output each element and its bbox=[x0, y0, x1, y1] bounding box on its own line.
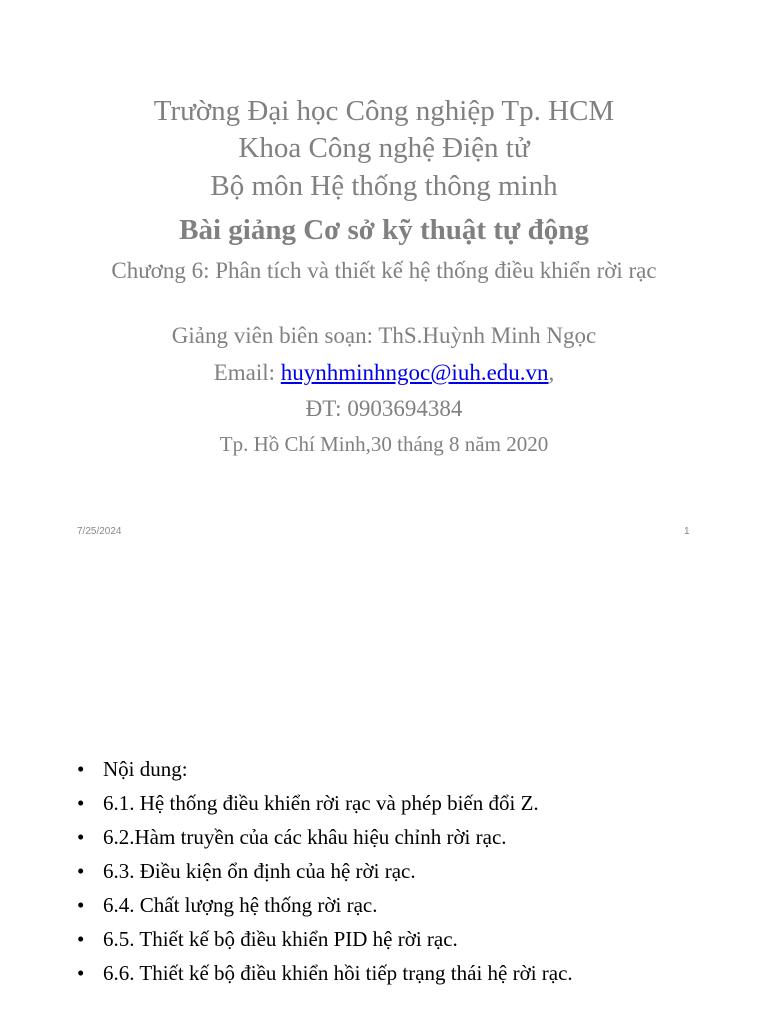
university-name: Trường Đại học Công nghiệp Tp. HCM bbox=[153, 95, 615, 127]
email-suffix: , bbox=[548, 360, 555, 385]
list-item bbox=[77, 925, 737, 959]
list-item bbox=[77, 891, 737, 925]
department-name: Bộ môn Hệ thống thông minh bbox=[210, 170, 558, 202]
bullet-icon: • bbox=[77, 927, 85, 951]
chapter-title: Chương 6: Phân tích và thiết kế hệ thống điều khiển rời rạc bbox=[111, 258, 657, 283]
email-link[interactable]: huynhminhngoc@iuh.edu.vn bbox=[280, 360, 549, 385]
list-item-text: 6.2.Hàm truyền của các khâu hiệu chỉnh rời rạc. bbox=[103, 825, 507, 849]
list-item bbox=[77, 755, 737, 789]
list-item bbox=[77, 857, 737, 891]
list-item-text: 6.6. Thiết kế bộ điều khiển hồi tiếp trạng thái hệ rời rạc. bbox=[103, 961, 573, 985]
faculty-name: Khoa Công nghệ Điện tử bbox=[238, 132, 530, 164]
bullet-icon: • bbox=[77, 893, 85, 917]
bullet-icon: • bbox=[77, 961, 85, 985]
lecture-title: Bài giảng Cơ sở kỹ thuật tự động bbox=[179, 214, 589, 246]
page-number: 1 bbox=[684, 526, 690, 537]
list-item-text: 6.1. Hệ thống điều khiển rời rạc và phép biến đổi Z. bbox=[103, 791, 539, 815]
content-list bbox=[77, 755, 737, 993]
bullet-icon: • bbox=[77, 825, 85, 849]
list-item bbox=[77, 959, 737, 993]
place-date-line: Tp. Hồ Chí Minh,30 tháng 8 năm 2020 bbox=[219, 432, 549, 456]
bullet-icon: • bbox=[77, 757, 85, 781]
footer-date: 7/25/2024 bbox=[77, 526, 122, 537]
list-item-text: 6.5. Thiết kế bộ điều khiển PID hệ rời rạc. bbox=[103, 927, 458, 951]
content-slide bbox=[0, 576, 768, 1024]
list-item-text: 6.3. Điều kiện ổn định của hệ rời rạc. bbox=[103, 859, 416, 883]
list-item-text: Nội dung: bbox=[103, 757, 188, 781]
bullet-icon: • bbox=[77, 791, 85, 815]
list-item bbox=[77, 823, 737, 857]
list-item bbox=[77, 789, 737, 823]
phone-line: ĐT: 0903694384 bbox=[305, 396, 463, 421]
bullet-icon: • bbox=[77, 859, 85, 883]
list-item-text: 6.4. Chất lượng hệ thống rời rạc. bbox=[103, 893, 378, 917]
email-line bbox=[0, 358, 768, 388]
email-label: Email: bbox=[213, 360, 281, 385]
author-line: Giảng viên biên soạn: ThS.Huỳnh Minh Ngọc bbox=[171, 323, 597, 348]
